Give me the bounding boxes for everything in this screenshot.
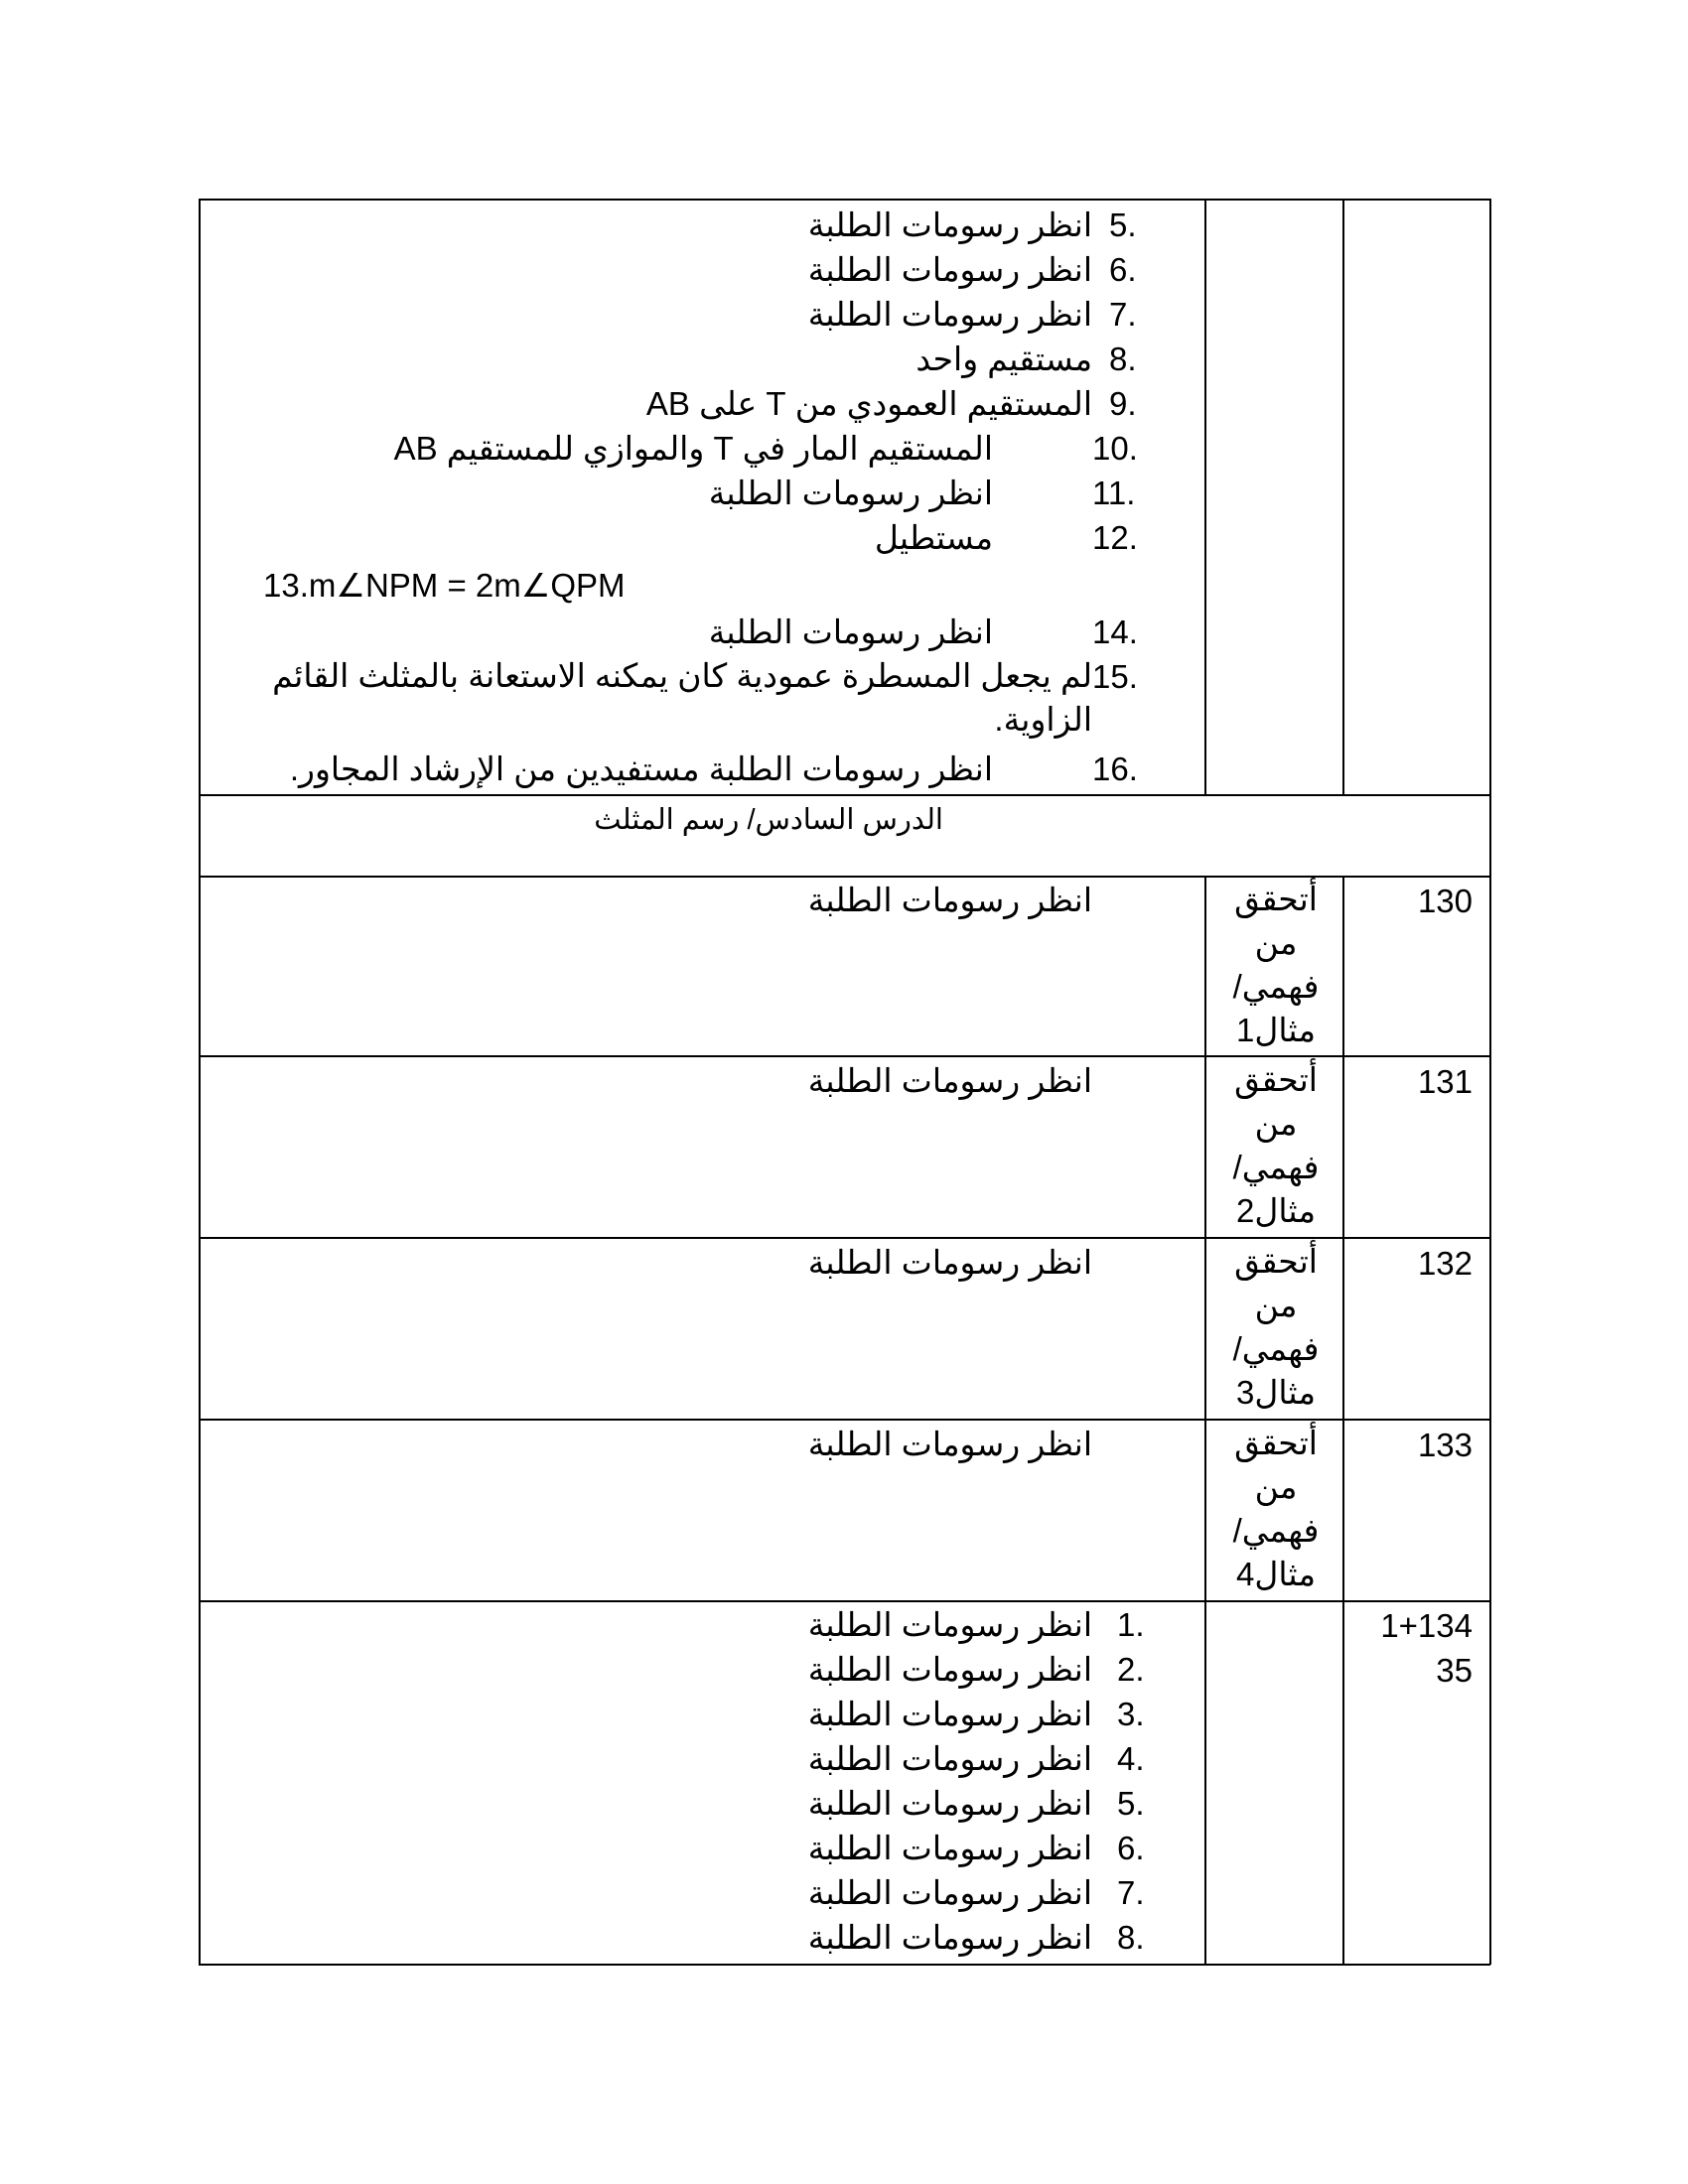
table-border-right	[1489, 199, 1491, 1965]
row-divider	[199, 1419, 1490, 1421]
page-ref: 133	[1417, 1427, 1473, 1463]
list-item: انظر رسومات الطلبة	[807, 1696, 1092, 1732]
check-understanding-label: أتحقق من فهمي/ مثال1	[1232, 881, 1320, 1048]
row-divider	[199, 1237, 1490, 1239]
list-item: انظر رسومات الطلبة	[807, 1785, 1092, 1822]
table-border-top	[199, 199, 1490, 201]
check-understanding-label: أتحقق من فهمي/ مثال4	[1232, 1425, 1320, 1592]
list-number: 12.	[1092, 519, 1138, 556]
list-item: انظر رسومات الطلبة	[807, 1740, 1092, 1777]
list-number: 16.	[1092, 751, 1138, 787]
list-item: انظر رسومات الطلبة	[708, 475, 993, 511]
list-item: لم يجعل المسطرة عمودية كان يمكنه الاستعانة بالمثلث القائم الزاوية.	[272, 657, 1092, 738]
table-border-left	[199, 199, 201, 1965]
list-number: 7.	[1109, 296, 1137, 333]
list-item-formula: 13.m∠NPM = 2m∠QPM	[263, 567, 626, 604]
list-item: انظر رسومات الطلبة	[807, 1606, 1092, 1643]
list-number: 9.	[1109, 385, 1137, 422]
table-border-bottom	[199, 1964, 1490, 1966]
list-item: المستقيم المار في T والموازي للمستقيم AB	[393, 430, 993, 467]
answer-text: انظر رسومات الطلبة	[807, 1426, 1092, 1462]
list-number: 15.	[1092, 658, 1138, 695]
list-number: 6.	[1109, 251, 1137, 288]
list-number: 2.	[1117, 1651, 1145, 1688]
list-item: انظر رسومات الطلبة	[807, 1919, 1092, 1956]
list-item: انظر رسومات الطلبة	[807, 1874, 1092, 1911]
page-ref: 130	[1417, 883, 1473, 919]
lesson-heading: الدرس السادس/ رسم المثلث	[594, 804, 943, 836]
row-divider	[199, 1055, 1490, 1057]
column-divider	[1204, 199, 1206, 794]
list-number: 11.	[1092, 475, 1136, 511]
list-number: 1.	[1117, 1606, 1145, 1643]
column-divider	[1204, 876, 1206, 1965]
list-number: 4.	[1117, 1740, 1145, 1777]
list-item: انظر رسومات الطلبة مستفيدين من الإرشاد المجاور.	[289, 751, 993, 787]
column-divider	[1342, 876, 1344, 1965]
list-number: 6.	[1117, 1830, 1145, 1866]
list-item: انظر رسومات الطلبة	[807, 1651, 1092, 1688]
answer-text: انظر رسومات الطلبة	[807, 1062, 1092, 1099]
list-item: مستقيم واحد	[915, 341, 1092, 377]
answer-text: انظر رسومات الطلبة	[807, 882, 1092, 918]
list-number: 14.	[1092, 614, 1138, 650]
list-number: 8.	[1109, 341, 1137, 377]
list-item: انظر رسومات الطلبة	[807, 1830, 1092, 1866]
check-understanding-label: أتحقق من فهمي/ مثال2	[1232, 1061, 1320, 1229]
list-number: 8.	[1117, 1919, 1145, 1956]
row-divider	[199, 794, 1490, 796]
page-ref: 131	[1417, 1063, 1473, 1100]
page-ref: 132	[1417, 1245, 1473, 1282]
column-divider	[1342, 199, 1344, 794]
list-number: 3.	[1117, 1696, 1145, 1732]
list-number: 7.	[1117, 1874, 1145, 1911]
list-item: انظر رسومات الطلبة	[807, 296, 1092, 333]
list-item: المستقيم العمودي من T على AB	[645, 385, 1092, 422]
list-number: 5.	[1117, 1785, 1145, 1822]
check-understanding-label: أتحقق من فهمي/ مثال3	[1232, 1243, 1320, 1411]
list-item: انظر رسومات الطلبة	[708, 614, 993, 650]
list-item: انظر رسومات الطلبة	[807, 251, 1092, 288]
page-ref: 1+134 35	[1380, 1607, 1473, 1689]
list-item: انظر رسومات الطلبة	[807, 206, 1092, 243]
list-number: 5.	[1109, 206, 1137, 243]
list-number: 10.	[1092, 430, 1138, 467]
list-item: مستطيل	[874, 519, 993, 556]
answer-text: انظر رسومات الطلبة	[807, 1244, 1092, 1281]
